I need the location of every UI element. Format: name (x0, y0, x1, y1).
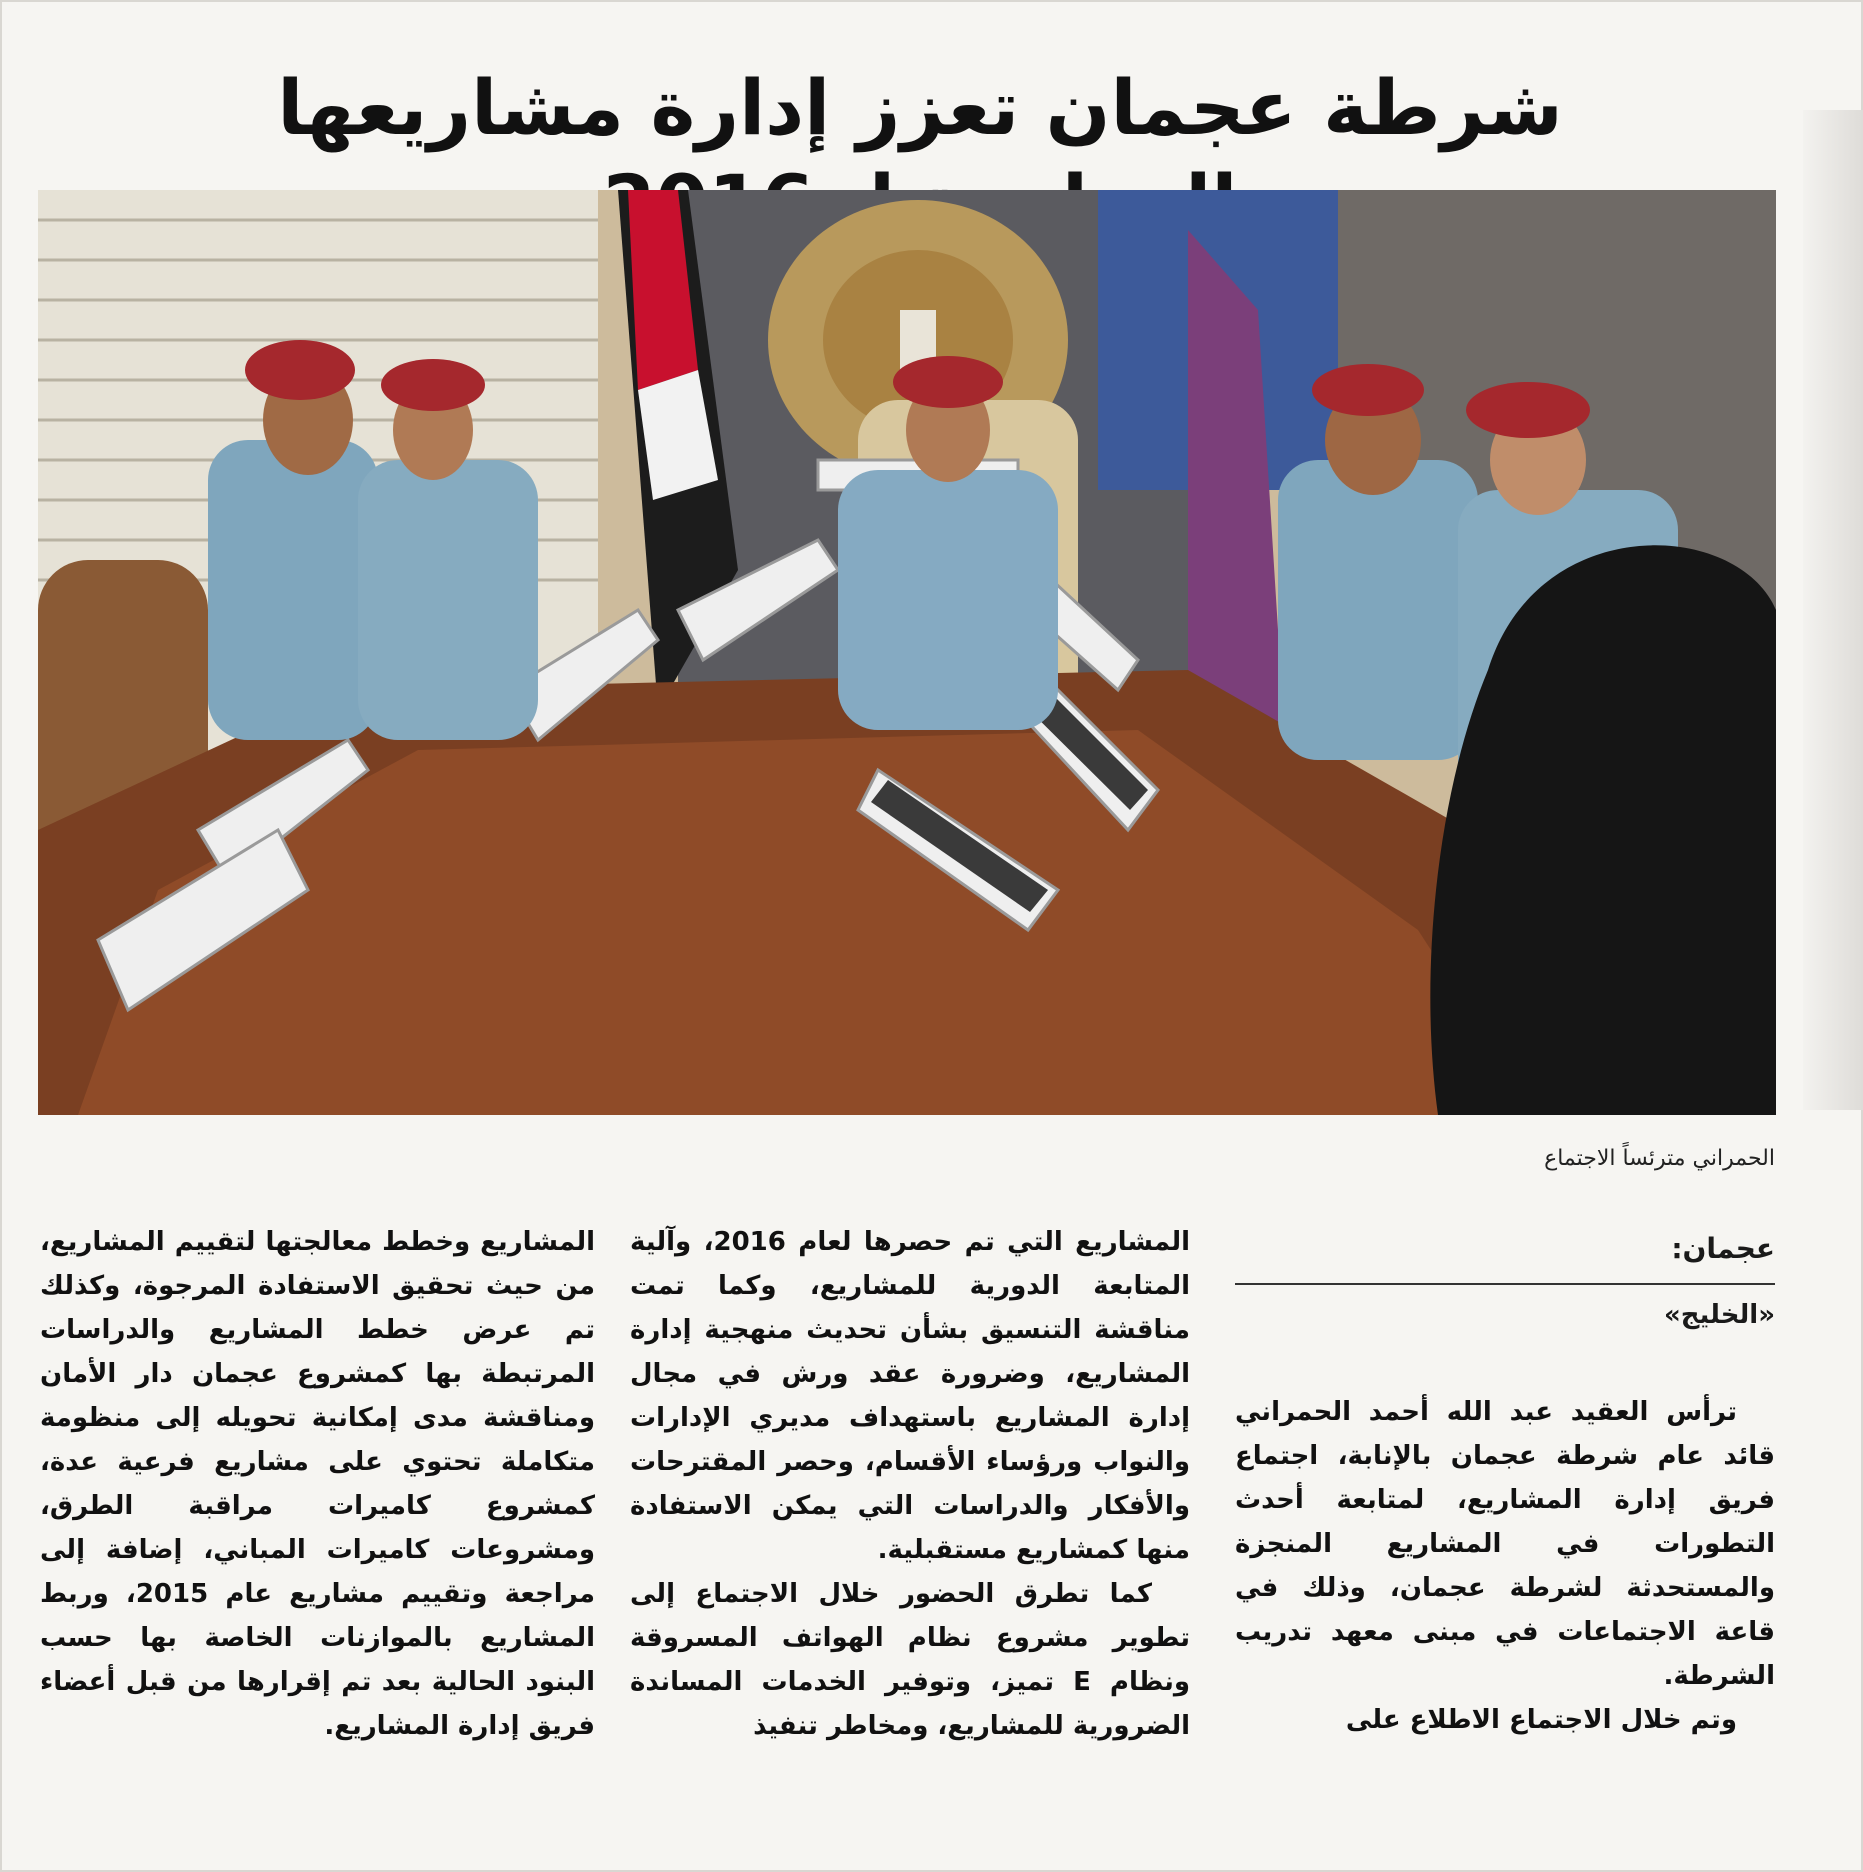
meeting-photo-illustration (38, 190, 1776, 1115)
paragraph: المشاريع وخطط معالجتها لتقييم المشاريع، من حيث تحقيق الاستفادة المرجوة، وكذلك تم عرض خطط المشاريع والدراسات المرتبطة بها كمشروع عجمان دار الأمان ومناقشة مدى إمكانية تحويله إلى منظومة متكاملة تحتوي على مشاريع فرعية عدة، كمشروع كاميرات مراقبة الطرق، ومشروعات كاميرات المباني، إضافة إلى مراجعة وتقييم مشاريع عام 2015، وربط المشاريع بالموازنات الخاصة بها حسب البنود الحالية بعد تم إقرارها من قبل أعضاء فريق إدارة المشاريع. (40, 1227, 595, 1741)
byline-rule (1235, 1283, 1775, 1285)
paragraph: كما تطرق الحضور خلال الاجتماع إلى تطوير مشروع نظام الهواتف المسروقة ونظام E تميز، وتوفير الخدمات المساندة الضرورية للمشاريع، ومخاطر تنفيذ (630, 1579, 1190, 1741)
paragraph: المشاريع التي تم حصرها لعام 2016، وآلية المتابعة الدورية للمشاريع، وكما تمت مناقشة التنسيق بشأن تحديث منهجية إدارة المشاريع، وضرورة عقد ورش في مجال إدارة المشاريع باستهداف مديري الإدارات والنواب ورؤساء الأقسام، وحصر المقترحات والأفكار والدراسات التي يمكن الاستفادة منها كمشاريع مستقبلية. (630, 1227, 1190, 1565)
paragraph: وتم خلال الاجتماع الاطلاع على (1345, 1705, 1737, 1735)
adjacent-page-edge (1803, 110, 1863, 1110)
article-byline: عجمان: (1671, 1232, 1775, 1265)
photo-caption: الحمراني مترئساً الاجتماع (1544, 1146, 1775, 1171)
paragraph: ترأس العقيد عبد الله أحمد الحمراني قائد عام شرطة عجمان بالإنابة، اجتماع فريق إدارة المشاريع، لمتابعة أحدث التطورات في المشاريع المنجزة والمستحدثة لشرطة عجمان، وذلك في قاعة الاجتماعات في مبنى معهد تدريب الشرطة. (1235, 1397, 1775, 1691)
article-photo (38, 190, 1776, 1115)
text-column-right (1235, 1390, 1775, 1840)
article-headline: شرطة عجمان تعزز إدارة مشاريعها (277, 63, 1563, 152)
article-source: «الخليج» (1664, 1300, 1775, 1330)
text-column-left (40, 1220, 595, 1820)
text-column-middle (630, 1220, 1190, 1840)
